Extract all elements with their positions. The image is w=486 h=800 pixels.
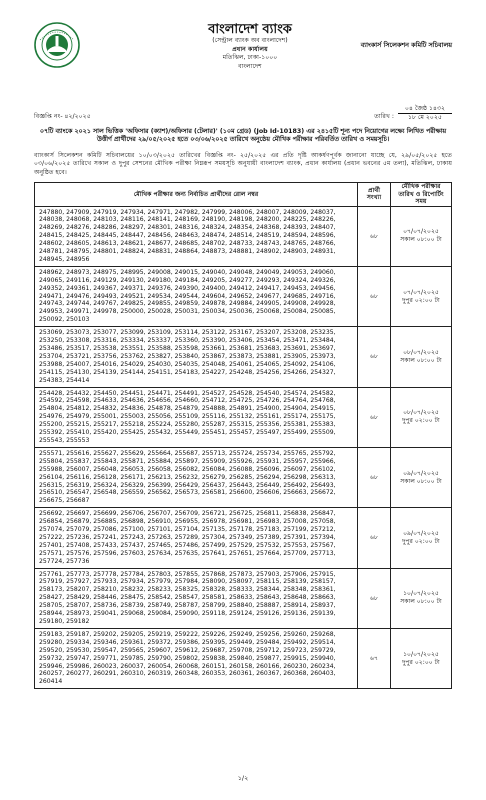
table-header-row xyxy=(35,183,452,207)
reporting-time: দুপুর ০২:০০ টা xyxy=(402,417,440,425)
reporting-time: সকাল ০৮:০০ টা xyxy=(400,598,442,606)
notice-number: বিজ্ঞপ্তি নং- ৪২/২০২৫ xyxy=(34,113,91,120)
schedule-cell xyxy=(391,508,452,568)
reporting-time: দুপুর ০২:০০ টা xyxy=(402,296,440,304)
roll-numbers: 256692, 256697, 256699, 256706, 256707, 256709, 256721, 256725, 256811, 256838, 256847, 256854, 256879, 256885, 256898, 256910, 256955, 256978, 256981, 256983, 257008, 257058, 257074, 257079, 257086, 257100, 257101, 257104, 257135, 257178, 257183, 257199, 257212, 257222, 257236, 257241, 257243, 257263, 257289, 257304, 257349, 257389, 257391, 257394, 257401, 257408, 257433, 257437, 257465, 257486, 257499, 257529, 257532, 257553, 257567, 257571, 257576, 257596, 257603, 257634, 257635, 257641, 257651, 257664, 257709, 257713, 257724, 257736 xyxy=(35,508,358,568)
exam-date: ০৭/০৭/২০২৫ xyxy=(403,228,439,236)
header-count: প্রার্থী সংখ্যা xyxy=(358,183,391,207)
roll-numbers: 257761, 257773, 257778, 257784, 257803, 257855, 257868, 257873, 257903, 257906, 257915, 257919, 257927, 257933, 257934, 257979, 257984, 258090, 258097, 258115, 258139, 258157, 258173, 258207, 258210, 258232, 258233, 258325, 258328, 258333, 258344, 258348, 258361, 258427, 258429, 258446, 258475, 258542, 258547, 258581, 258633, 258643, 258648, 258663, 258705, 258707, 258736, 258739, 258749, 258787, 258799, 258840, 258887, 258914, 258937, 258944, 258973, 259041, 259068, 259084, 259090, 259118, 259124, 259126, 259136, 259139, 259180, 259182 xyxy=(35,568,358,628)
secretariat-name: ব্যাংকার্স সিলেকশন কমিটি সচিবালয় xyxy=(360,41,452,49)
schedule-cell xyxy=(391,628,452,688)
candidate-count: ৬৮ xyxy=(358,508,391,568)
schedule-cell xyxy=(391,568,452,628)
table-row xyxy=(35,508,452,568)
candidate-count: ৬৮ xyxy=(358,266,391,326)
schedule-cell xyxy=(391,327,452,387)
exam-date: ০৭/০৭/২০২৫ xyxy=(403,288,439,296)
roll-numbers: 253069, 253073, 253077, 253099, 253109, 253114, 253122, 253167, 253207, 253208, 253235, 253250, 253308, 253316, 253334, 253337, 253360, 253390, 253406, 253454, 253471, 253484, 253486, 253517, 253538, 253551, 253588, 253598, 253661, 253681, 253683, 253691, 253697, 253704, 253721, 253756, 253762, 253827, 253840, 253867, 253873, 253881, 253905, 253973, 253988, 254007, 254016, 254029, 254030, 254035, 254048, 254061, 254065, 254092, 254106, 254115, 254130, 254139, 254144, 254151, 254183, 254227, 254248, 254256, 254266, 254327, 254383, 254414 xyxy=(35,327,358,387)
candidate-count: ৬৮ xyxy=(358,327,391,387)
date-bangla: ০৪ জৈষ্ঠ ১৪৩২ xyxy=(398,105,452,114)
table-row xyxy=(35,266,452,326)
roll-numbers: 255571, 255616, 255627, 255629, 255664, 255687, 255713, 255724, 255734, 255765, 255792, 255804, 255837, 255843, 255871, 255884, 255897, 255909, 255926, 255931, 255957, 255966, 255988, 256007, 256048, 256053, 256058, 256082, 256084, 256088, 256096, 256097, 256102, 256104, 256116, 256128, 256171, 256213, 256232, 256279, 256285, 256294, 256298, 256313, 256315, 256319, 256324, 256329, 256399, 256429, 256437, 256443, 256449, 256492, 256493, 256510, 256547, 256548, 256559, 256562, 256573, 256581, 256600, 256606, 256663, 256672, 256675, 256687 xyxy=(35,447,358,507)
table-row xyxy=(35,387,452,447)
exam-date: ১০/০৭/২০২৫ xyxy=(403,590,439,598)
header-rolls: মৌখিক পরীক্ষার জন্য নির্বাচিত প্রার্থীদের রোল নম্বর xyxy=(35,183,358,207)
head-office-label: প্রধান কার্যালয় xyxy=(232,45,268,53)
intro-paragraph: ব্যাংকার্স সিলেকশন কমিটি সচিবালয়ের ১০/০৩/২০২৫ তারিখের বিজ্ঞপ্তি নং- ২৫/২০২৫ এর প্রতি দৃষ্টি আকর্ষণপূর্বক জানানো যাচ্ছে যে, ২৯/০৫/২০২৫ হতে ০৩/০৬/২০২৫ তারিখে সকাল ও দুপুর সেশনের মৌখিক পরীক্ষা নিম্নরূপ সময়সূচি অনুযায়ী বাংলাদেশ ব্যাংক, প্রধান কার্যালয় (প্রধান ভবনের ৫ম তলা), মতিঝিল, ঢাকায় অনুষ্ঠিত হবে। xyxy=(34,152,452,176)
schedule-table xyxy=(34,182,452,689)
address-line-1: মতিঝিল, ঢাকা-১০০০ xyxy=(222,54,278,61)
reporting-time: সকাল ০৮:০০ টা xyxy=(400,356,442,364)
reporting-time: দুপুর ০২:০০ টা xyxy=(402,658,440,666)
notice-title: ০৭টি ব্যাংকে ২০২১ সাল ভিত্তিক 'অফিসার (ক্যাশ)/অফিসার (টেলার)' (১০ম গ্রেড) (Job Id-10183) এর ২৪১৫টি শূন্য পদে নিয়োগের লক্ষ্যে লিখিত পরীক্ষায় উত্তীর্ণ প্রার্থীদের ২৯/০৫/২০২৫ হতে ০৩/০৬/২০২৫ তারিখে অনুষ্ঠেয় মৌখিক পরীক্ষার পরিবর্তিত তারিখ ও সময়সূচি। xyxy=(39,128,447,144)
candidate-count: ৬৮ xyxy=(358,387,391,447)
exam-date: ০৯/০৭/২০২৫ xyxy=(403,529,439,537)
schedule-cell xyxy=(391,387,452,447)
reporting-time: সকাল ০৮:০০ টা xyxy=(400,236,442,244)
roll-numbers: 248962, 248973, 248975, 248995, 249008, 249015, 249040, 249048, 249049, 249053, 249060, 249065, 249116, 249129, 249130, 249180, 249184, 249205, 249277, 249293, 249324, 249326, 249352, 249361, 249367, 249371, 249376, 249390, 249400, 249412, 249417, 249453, 249456, 249471, 249476, 249493, 249521, 249534, 249544, 249604, 249652, 249677, 249685, 249716, 249743, 249744, 249767, 249825, 249855, 249859, 249878, 249884, 249905, 249908, 249928, 249953, 249971, 249978, 250000, 250028, 250031, 250034, 250036, 250068, 250084, 250085, 250092, 250103 xyxy=(35,266,358,326)
bank-name: বাংলাদেশ ব্যাংক xyxy=(208,22,292,37)
table-row xyxy=(35,447,452,507)
roll-numbers: 254428, 254432, 254450, 254451, 254471, 254491, 254527, 254528, 254540, 254574, 254582, 254592, 254598, 254633, 254636, 254656, 254660, 254712, 254725, 254726, 254764, 254768, 254804, 254812, 254832, 254836, 254878, 254879, 254888, 254891, 254900, 254904, 254915, 254976, 254979, 255001, 255003, 255056, 255109, 255116, 255132, 255161, 255174, 255175, 255200, 255215, 255217, 255218, 255224, 255280, 255287, 255315, 255356, 255381, 255383, 255392, 255410, 255420, 255425, 255432, 255449, 255451, 255457, 255497, 255499, 255509, 255543, 255553 xyxy=(35,387,358,447)
reporting-time: দুপুর ০২:০০ টা xyxy=(402,537,440,545)
exam-date: ১০/০৭/২০২৫ xyxy=(403,650,439,658)
schedule-cell xyxy=(391,206,452,266)
date-english: ১৮ মে ২০২৫ xyxy=(408,114,442,121)
date-block xyxy=(398,105,452,122)
roll-numbers: 259183, 259187, 259202, 259205, 259219, 259222, 259226, 259249, 259256, 259260, 259268, 259280, 259334, 259346, 259361, 259372, 259386, 259395, 259449, 259484, 259492, 259514, 259520, 259530, 259547, 259565, 259607, 259612, 259687, 259708, 259712, 259723, 259729, 259732, 259747, 259771, 259785, 259790, 259802, 259838, 259840, 259877, 259915, 259940, 259946, 259986, 260023, 260037, 260054, 260068, 260151, 260158, 260166, 260230, 260234, 260257, 260277, 260291, 260310, 260319, 260348, 260353, 260361, 260367, 260368, 260403, 260414 xyxy=(35,628,358,688)
table-row xyxy=(35,568,452,628)
reporting-time: সকাল ০৮:০০ টা xyxy=(400,477,442,485)
candidate-count: ৬৭ xyxy=(358,628,391,688)
candidate-count: ৬৮ xyxy=(358,447,391,507)
roll-numbers: 247880, 247909, 247919, 247934, 247971, 247982, 247999, 248006, 248007, 248009, 248037, 248038, 248068, 248103, 248116, 248141, 248169, 248190, 248198, 248200, 248225, 248226, 248269, 248276, 248286, 248297, 248301, 248316, 248324, 248354, 248368, 248393, 248407, 248415, 248425, 248445, 248447, 248456, 248463, 248474, 248514, 248519, 248594, 248596, 248602, 248605, 248613, 248621, 248677, 248685, 248702, 248733, 248743, 248765, 248766, 248781, 248795, 248801, 248824, 248831, 248864, 248873, 248881, 248902, 248903, 248931, 248945, 248956 xyxy=(35,206,358,266)
date-label: তারিখ : xyxy=(374,113,394,120)
page-number: ১/২ xyxy=(237,774,249,782)
address-line-2: বাংলাদেশ xyxy=(238,62,262,70)
table-row xyxy=(35,206,452,266)
letterhead xyxy=(170,22,330,71)
header-date: মৌখিক পরীক্ষার তারিখ ও রিপোর্টিং সময় xyxy=(391,183,452,207)
candidate-count: ৬৮ xyxy=(358,568,391,628)
exam-date: ০৮/০৭/২০২৫ xyxy=(403,348,439,356)
reference-line xyxy=(34,104,452,120)
bangladesh-bank-logo xyxy=(34,22,80,68)
candidate-count: ৬৮ xyxy=(358,206,391,266)
bank-english-subtitle: (সেন্ট্রাল ব্যাংক অব বাংলাদেশ) xyxy=(212,37,288,44)
table-row xyxy=(35,327,452,387)
exam-date: ০৯/০৭/২০২৫ xyxy=(403,469,439,477)
schedule-cell xyxy=(391,266,452,326)
exam-date: ০৮/০৭/২০২৫ xyxy=(403,409,439,417)
table-row xyxy=(35,628,452,688)
schedule-cell xyxy=(391,447,452,507)
